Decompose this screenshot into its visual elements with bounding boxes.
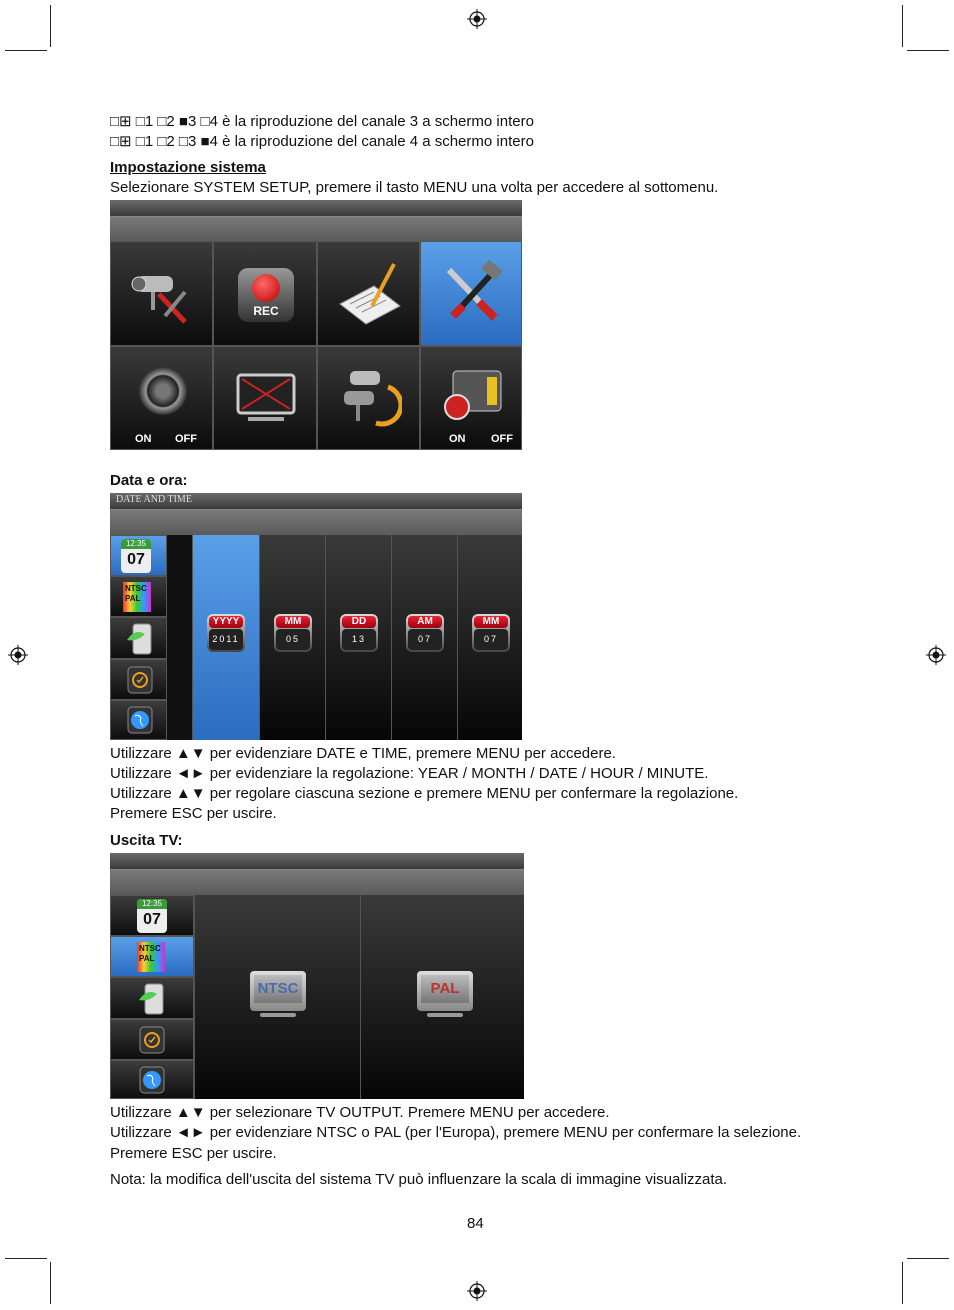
registration-mark-icon bbox=[926, 645, 946, 665]
timer-icon bbox=[137, 1024, 167, 1056]
camera-rotate-icon bbox=[336, 365, 402, 431]
screen-scan-tile[interactable] bbox=[213, 346, 317, 450]
ntsc-pal-icon: NTSC PAL bbox=[137, 942, 165, 972]
section-heading-date-time: Data e ora: bbox=[110, 472, 188, 489]
rec-label: REC bbox=[253, 304, 279, 318]
timer-icon bbox=[125, 664, 155, 696]
speaker-icon bbox=[139, 367, 187, 415]
date-instruction-2: Utilizzare ◄► per evidenziare la regolazione: YEAR / MONTH / DATE / HOUR / MINUTE. bbox=[110, 765, 709, 782]
globe-icon bbox=[125, 704, 155, 736]
crop-mark bbox=[907, 1258, 949, 1259]
ntsc-option[interactable] bbox=[194, 895, 360, 1099]
event-log-tile[interactable] bbox=[317, 241, 420, 346]
date-time-screen bbox=[110, 493, 522, 740]
sidebar-item-date-time[interactable] bbox=[110, 535, 167, 576]
registration-mark-icon bbox=[8, 645, 28, 665]
title-bar bbox=[110, 853, 524, 869]
battery-eco-icon bbox=[125, 622, 155, 656]
ntsc-label: NTSC bbox=[254, 975, 302, 1003]
date-instruction-3: Utilizzare ▲▼ per regolare ciascuna sezione e premere MENU per confermare la regolazione. bbox=[110, 785, 739, 802]
header-bar bbox=[110, 509, 522, 535]
title-bar bbox=[110, 200, 522, 216]
sound-off-label: OFF bbox=[175, 433, 197, 445]
calendar-clock-icon bbox=[121, 539, 151, 573]
ntsc-pal-icon: NTSC PAL bbox=[123, 582, 151, 612]
registration-mark-icon bbox=[467, 9, 487, 29]
crop-mark bbox=[907, 50, 949, 51]
day-dial[interactable]: DD 13 bbox=[340, 614, 378, 652]
rec-icon bbox=[238, 268, 294, 322]
intro-text: Selezionare SYSTEM SETUP, premere il tasto MENU una volta per accedere al sottomenu. bbox=[110, 179, 719, 196]
month-dial[interactable]: MM 05 bbox=[274, 614, 312, 652]
pal-label: PAL bbox=[421, 975, 469, 1003]
minute-dial[interactable]: MM 07 bbox=[472, 614, 510, 652]
crop-mark bbox=[50, 1262, 51, 1304]
globe-icon bbox=[137, 1064, 167, 1096]
sidebar-item-date-time[interactable] bbox=[110, 895, 194, 936]
clock-time: 12:35 bbox=[121, 539, 151, 549]
clock-day: 07 bbox=[127, 551, 145, 568]
sound-on-label: ON bbox=[135, 433, 152, 445]
document-pencil-icon bbox=[334, 260, 406, 330]
hour-dial[interactable]: AM 07 bbox=[406, 614, 444, 652]
sidebar-item-language[interactable] bbox=[110, 700, 167, 740]
header-bar bbox=[110, 216, 522, 242]
section-heading-tv-output: Uscita TV: bbox=[110, 832, 183, 849]
camera-settings-tile[interactable] bbox=[110, 241, 213, 346]
day-column[interactable] bbox=[325, 535, 391, 740]
crop-mark bbox=[5, 50, 47, 51]
sidebar-item-battery[interactable] bbox=[110, 617, 167, 659]
sidebar-item-tv-output[interactable] bbox=[110, 576, 167, 617]
sidebar-item-language[interactable] bbox=[110, 1060, 194, 1099]
sound-tile[interactable] bbox=[110, 346, 213, 450]
monitor-icon bbox=[234, 369, 298, 427]
note-text: Nota: la modifica dell'uscita del sistema TV può influenzare la scala di immagine visualizzata. bbox=[110, 1171, 728, 1188]
battery-eco-icon bbox=[137, 982, 167, 1016]
channel-3-line: □⊞ □1 □2 ■3 □4 è la riproduzione del canale 3 a schermo intero bbox=[110, 113, 534, 130]
channel-4-line: □⊞ □1 □2 □3 ■4 è la riproduzione del canale 4 a schermo intero bbox=[110, 133, 534, 150]
record-off-label: OFF bbox=[491, 433, 513, 445]
clock-time: 12:35 bbox=[137, 899, 167, 909]
year-dial[interactable]: YYYY 2011 bbox=[207, 614, 245, 652]
registration-mark-icon bbox=[467, 1281, 487, 1301]
month-column[interactable] bbox=[259, 535, 325, 740]
sd-card-tile[interactable] bbox=[420, 346, 522, 450]
camera-rotate-tile[interactable] bbox=[317, 346, 420, 450]
header-bar bbox=[110, 869, 524, 895]
system-setup-menu-screen bbox=[110, 200, 522, 450]
title-bar bbox=[110, 493, 522, 509]
year-column[interactable] bbox=[192, 535, 259, 740]
crop-mark bbox=[5, 1258, 47, 1259]
tools-icon bbox=[439, 260, 505, 328]
clock-day: 07 bbox=[143, 911, 161, 928]
page-number: 84 bbox=[467, 1215, 484, 1232]
screen-title: DATE AND TIME bbox=[116, 494, 192, 505]
record-on-label: ON bbox=[449, 433, 466, 445]
crop-mark bbox=[50, 5, 51, 47]
tv-instruction-1: Utilizzare ▲▼ per selezionare TV OUTPUT. Premere MENU per accedere. bbox=[110, 1104, 610, 1121]
ntsc-tv-icon bbox=[250, 971, 306, 1011]
sd-card-icon bbox=[439, 367, 505, 423]
sidebar-item-battery[interactable] bbox=[110, 977, 194, 1019]
sidebar-item-timer[interactable] bbox=[110, 659, 167, 700]
crop-mark bbox=[902, 1262, 903, 1304]
pal-tv-icon bbox=[417, 971, 473, 1011]
system-setup-tile[interactable] bbox=[420, 241, 522, 346]
section-heading-system-setup: Impostazione sistema bbox=[110, 159, 266, 176]
tv-output-screen bbox=[110, 853, 524, 1099]
hour-column[interactable] bbox=[391, 535, 457, 740]
crop-mark bbox=[902, 5, 903, 47]
sidebar-item-timer[interactable] bbox=[110, 1019, 194, 1060]
date-instruction-4: Premere ESC per uscire. bbox=[110, 805, 277, 822]
calendar-clock-icon bbox=[137, 899, 167, 933]
tv-instruction-2: Utilizzare ◄► per evidenziare NTSC o PAL (per l'Europa), premere MENU per confermare la selezione. bbox=[110, 1124, 802, 1141]
minute-column[interactable] bbox=[457, 535, 522, 740]
pal-option[interactable] bbox=[360, 895, 524, 1099]
record-tile[interactable] bbox=[213, 241, 317, 346]
tv-instruction-3: Premere ESC per uscire. bbox=[110, 1145, 277, 1162]
sidebar-item-tv-output[interactable] bbox=[110, 936, 194, 977]
date-instruction-1: Utilizzare ▲▼ per evidenziare DATE e TIME, premere MENU per accedere. bbox=[110, 745, 616, 762]
camera-tools-icon bbox=[129, 262, 195, 326]
